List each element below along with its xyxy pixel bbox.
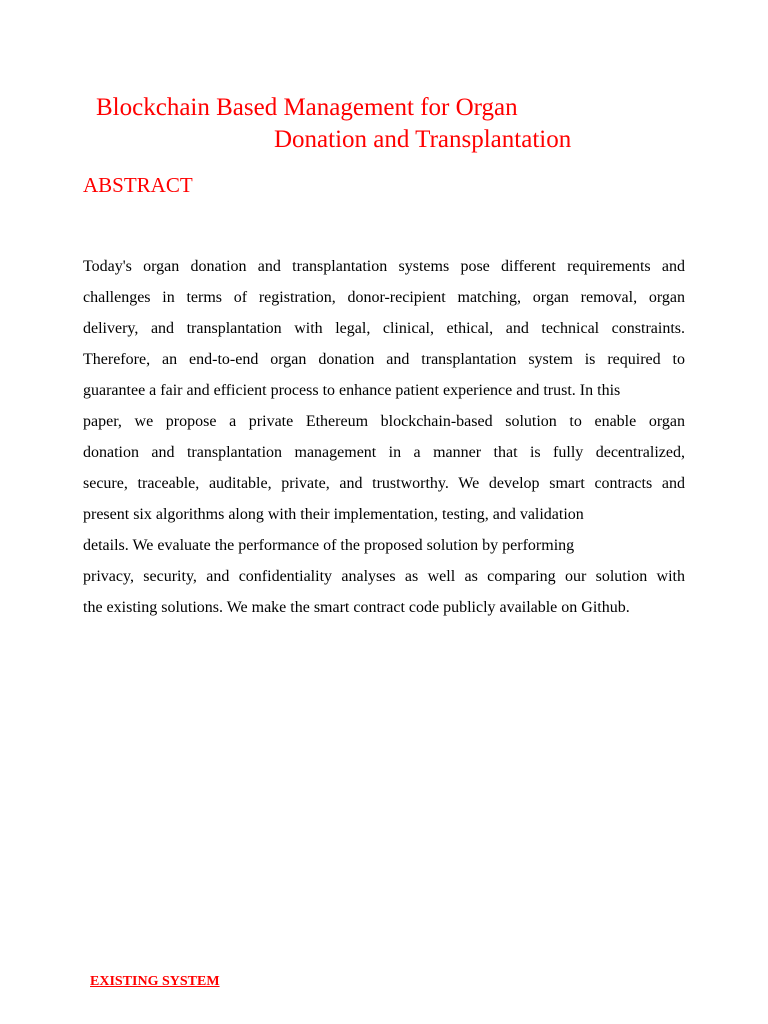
abstract-line: present six algorithms along with their implementation, testing, and validation — [83, 506, 584, 523]
abstract-line: details. We evaluate the performance of the proposed solution by performing — [83, 537, 575, 554]
abstract-line: challenges in terms of registration, donor-recipient matching, organ removal, organ — [83, 289, 685, 306]
existing-system-heading: EXISTING SYSTEM — [90, 974, 220, 989]
abstract-line: Therefore, an end-to-end organ donation and transplantation system is required to — [83, 351, 685, 368]
abstract-line: guarantee a fair and efficient process to enhance patient experience and trust. In this — [83, 382, 621, 399]
document-title-line-2: Donation and Transplantation — [274, 126, 572, 153]
abstract-line: the existing solutions. We make the smart contract code publicly available on Github. — [83, 599, 630, 616]
abstract-line: privacy, security, and confidentiality analyses as well as comparing our solution with — [83, 568, 685, 585]
abstract-line: Today's organ donation and transplantation systems pose different requirements and — [83, 258, 685, 275]
abstract-line: delivery, and transplantation with legal, clinical, ethical, and technical constraints. — [83, 320, 685, 337]
abstract-line: donation and transplantation management in a manner that is fully decentralized, — [83, 444, 685, 461]
abstract-line: paper, we propose a private Ethereum blockchain-based solution to enable organ — [83, 413, 685, 430]
abstract-line: secure, traceable, auditable, private, and trustworthy. We develop smart contracts and — [83, 475, 685, 492]
document-title-line-1: Blockchain Based Management for Organ — [96, 94, 518, 121]
abstract-heading: ABSTRACT — [83, 173, 193, 197]
abstract-paragraph — [83, 253, 685, 625]
